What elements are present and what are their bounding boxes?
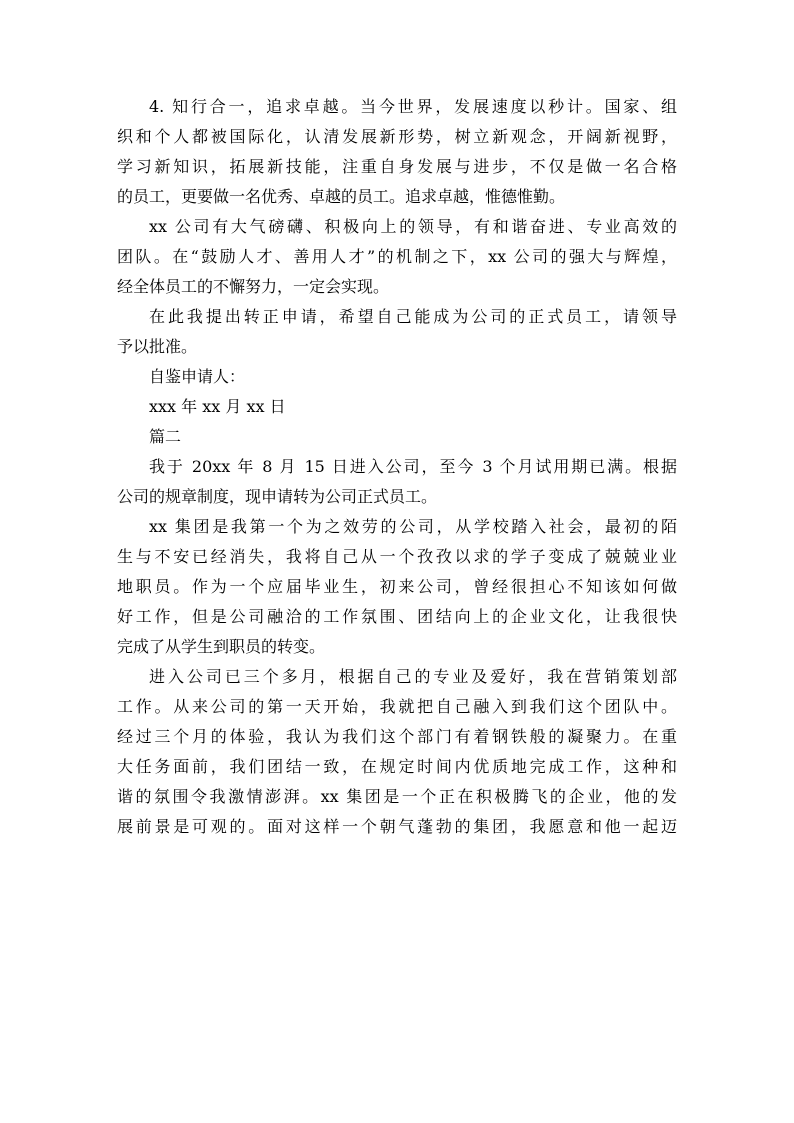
text-line: 篇二 bbox=[149, 427, 182, 446]
text-line: 学习新知识，拓展新技能，注重自身发展与进步，不仅是做一名合格 bbox=[117, 157, 677, 176]
text-line: 展前景是可观的。面对这样一个朝气蓬勃的集团，我愿意和他一起迈 bbox=[117, 817, 677, 836]
text-line: 我于 20xx 年 8 月 15 日进入公司，至今 3 个月试用期已满。根据 bbox=[149, 457, 677, 476]
paragraph bbox=[117, 422, 677, 452]
text-line: 自鉴申请人： bbox=[149, 367, 246, 386]
text-line: 完成了从学生到职员的转变。 bbox=[117, 637, 326, 656]
text-line: 生与不安已经消失，我将自己从一个孜孜以求的学子变成了兢兢业业 bbox=[117, 547, 677, 566]
text-line: 在此我提出转正申请，希望自己能成为公司的正式员工，请领导 bbox=[149, 307, 677, 326]
text-line: 予以批准。 bbox=[117, 337, 198, 356]
text-line: 谐的氛围令我激情澎湃。xx 集团是一个正在积极腾飞的企业，他的发 bbox=[117, 787, 677, 806]
text-line: xxx 年 xx 月 xx 日 bbox=[149, 397, 286, 416]
paragraph bbox=[117, 362, 677, 392]
text-line: 大任务面前，我们团结一致，在规定时间内优质地完成工作，这种和 bbox=[117, 757, 677, 776]
paragraph bbox=[117, 452, 677, 512]
paragraph bbox=[117, 392, 677, 422]
text-line: 地职员。作为一个应届毕业生，初来公司，曾经很担心不知该如何做 bbox=[117, 577, 677, 596]
text-line: xx 集团是我第一个为之效劳的公司，从学校踏入社会，最初的陌 bbox=[149, 517, 677, 536]
text-line: 好工作，但是公司融洽的工作氛围、团结向上的企业文化，让我很快 bbox=[117, 607, 677, 626]
paragraph bbox=[117, 662, 677, 842]
text-line: 织和个人都被国际化，认清发展新形势，树立新观念，开阔新视野， bbox=[117, 127, 677, 146]
text-line: 工作。从来公司的第一天开始，我就把自己融入到我们这个团队中。 bbox=[117, 697, 677, 716]
text-line: 进入公司已三个多月，根据自己的专业及爱好，我在营销策划部 bbox=[149, 667, 677, 686]
text-line: 经过三个月的体验，我认为我们这个部门有着钢铁般的凝聚力。在重 bbox=[117, 727, 677, 746]
text-line: 团队。在“鼓励人才、善用人才”的机制之下，xx 公司的强大与辉煌， bbox=[117, 247, 677, 266]
paragraph bbox=[117, 92, 677, 212]
text-line: 经全体员工的不懈努力，一定会实现。 bbox=[117, 277, 390, 296]
paragraph bbox=[117, 512, 677, 662]
paragraph bbox=[117, 212, 677, 302]
text-line: xx 公司有大气磅礴、积极向上的领导，有和谐奋进、专业高效的 bbox=[149, 217, 677, 236]
paragraph bbox=[117, 302, 677, 362]
text-line: 的员工，更要做一名优秀、卓越的员工。追求卓越，惟德惟勤。 bbox=[117, 187, 566, 206]
text-line: 4. 知行合一，追求卓越。当今世界，发展速度以秒计。国家、组 bbox=[149, 97, 677, 116]
text-line: 公司的规章制度，现申请转为公司正式员工。 bbox=[117, 487, 438, 506]
document-page bbox=[117, 92, 677, 842]
